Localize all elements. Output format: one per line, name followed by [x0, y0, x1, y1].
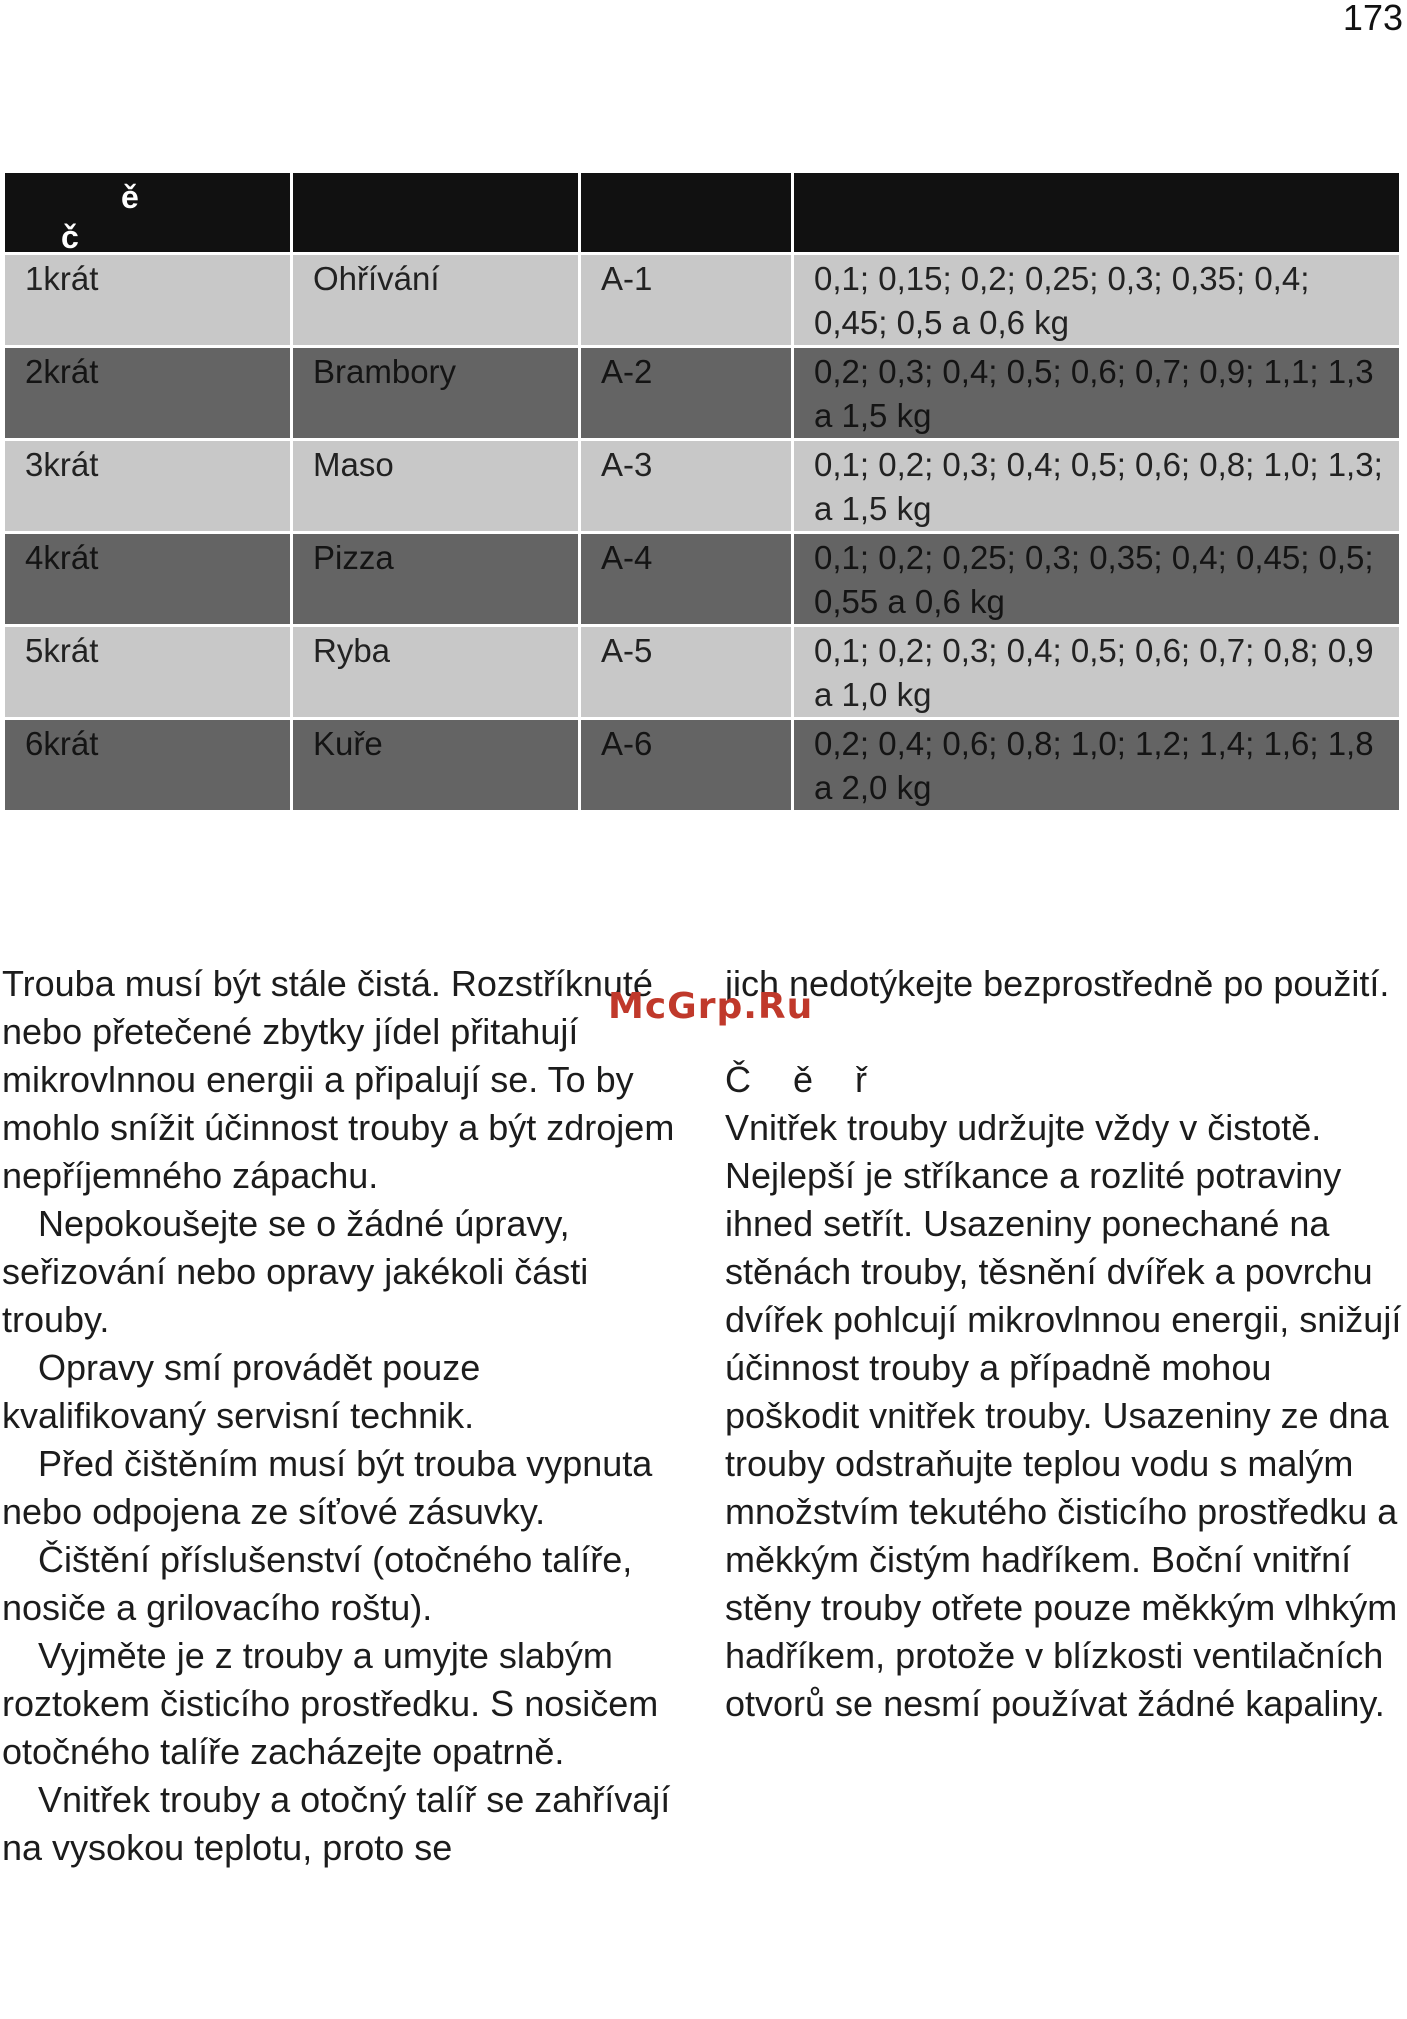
cell-program: Pizza — [293, 534, 578, 624]
cell-program: Maso — [293, 441, 578, 531]
header-line2: č — [61, 219, 79, 255]
header-cell-code — [581, 173, 791, 252]
section-heading: Č ě ř — [725, 1059, 870, 1100]
paragraph: Opravy smí provádět pouze kvalifikovaný servisní technik. — [2, 1347, 481, 1436]
cell-program: Kuře — [293, 720, 578, 810]
table-header — [5, 173, 1399, 252]
cell-code: A-5 — [581, 627, 791, 717]
paragraph: Vnitřek trouby udržujte vždy v čistotě. Nejlepší je stříkance a rozlité potraviny ihned setřít. Usazeniny ponechané na stěnách trouby, těsnění dvířek a povrchu dvířek pohlcují mikrovlnnou energii, snižují účinnost trouby a případně mohou poškodit vnitřek trouby. Usazeniny ze dna trouby odstraňujte teplou vodu s malým množstvím tekutého čisticího prostředku a měkkým čistým hadříkem. Boční vnitřní stěny trouby otřete pouze měkkým vlhkým hadříkem, protože v blízkosti ventilačních otvorů se nesmí používat žádné kapaliny. — [725, 1107, 1402, 1724]
paragraph: Čištění příslušenství (otočného talíře, nosiče a grilovacího roštu). — [2, 1539, 633, 1628]
auto-cook-table — [2, 170, 1402, 813]
cell-weights: 0,2; 0,4; 0,6; 0,8; 1,0; 1,2; 1,4; 1,6; 1,8 a 2,0 kg — [794, 720, 1399, 810]
header-cell-program — [293, 173, 578, 252]
cell-program: Ryba — [293, 627, 578, 717]
paragraph: jich nedotýkejte bezprostředně po použití. — [725, 963, 1390, 1004]
cell-weights: 0,1; 0,2; 0,3; 0,4; 0,5; 0,6; 0,7; 0,8; 0,9 a 1,0 kg — [794, 627, 1399, 717]
cell-code: A-1 — [581, 255, 791, 345]
cell-times: 3krát — [5, 441, 290, 531]
cell-times: 6krát — [5, 720, 290, 810]
page-number: 173 — [1342, 0, 1403, 38]
right-text-column — [725, 960, 1405, 1728]
cell-code: A-6 — [581, 720, 791, 810]
cell-code: A-3 — [581, 441, 791, 531]
table-row — [5, 255, 1399, 345]
cell-times: 2krát — [5, 348, 290, 438]
cell-times: 1krát — [5, 255, 290, 345]
table-row — [5, 627, 1399, 717]
header-cell-times — [5, 173, 290, 255]
table-row — [5, 534, 1399, 624]
table-row — [5, 441, 1399, 531]
cell-weights: 0,1; 0,2; 0,3; 0,4; 0,5; 0,6; 0,8; 1,0; 1,3; a 1,5 kg — [794, 441, 1399, 531]
cell-times: 5krát — [5, 627, 290, 717]
cell-code: A-2 — [581, 348, 791, 438]
cell-code: A-4 — [581, 534, 791, 624]
paragraph: Nepokoušejte se o žádné úpravy, seřizování nebo opravy jakékoli části trouby. — [2, 1203, 589, 1340]
left-text-column — [2, 960, 692, 1872]
paragraph: Vnitřek trouby a otočný talíř se zahřívají na vysokou teplotu, proto se — [2, 1779, 671, 1868]
cell-weights: 0,1; 0,15; 0,2; 0,25; 0,3; 0,35; 0,4; 0,45; 0,5 a 0,6 kg — [794, 255, 1399, 345]
cell-times: 4krát — [5, 534, 290, 624]
cell-weights: 0,2; 0,3; 0,4; 0,5; 0,6; 0,7; 0,9; 1,1; 1,3 a 1,5 kg — [794, 348, 1399, 438]
cell-program: Brambory — [293, 348, 578, 438]
paragraph: Trouba musí být stále čistá. Rozstříknuté nebo přetečené zbytky jídel přitahují mikrovlnnou energii a připalují se. To by mohlo snížit účinnost trouby a být zdrojem nepříjemného zápachu. — [2, 963, 675, 1196]
table-row — [5, 348, 1399, 438]
header-cell-weight — [794, 173, 1399, 252]
table-row — [5, 720, 1399, 810]
header-line1: ě — [121, 179, 139, 215]
watermark: McGrp.Ru — [608, 986, 814, 1027]
cell-weights: 0,1; 0,2; 0,25; 0,3; 0,35; 0,4; 0,45; 0,5; 0,55 a 0,6 kg — [794, 534, 1399, 624]
paragraph: Před čištěním musí být trouba vypnuta nebo odpojena ze síťové zásuvky. — [2, 1443, 653, 1532]
cell-program: Ohřívání — [293, 255, 578, 345]
paragraph: Vyjměte je z trouby a umyjte slabým roztokem čisticího prostředku. S nosičem otočného talíře zacházejte opatrně. — [2, 1635, 659, 1772]
